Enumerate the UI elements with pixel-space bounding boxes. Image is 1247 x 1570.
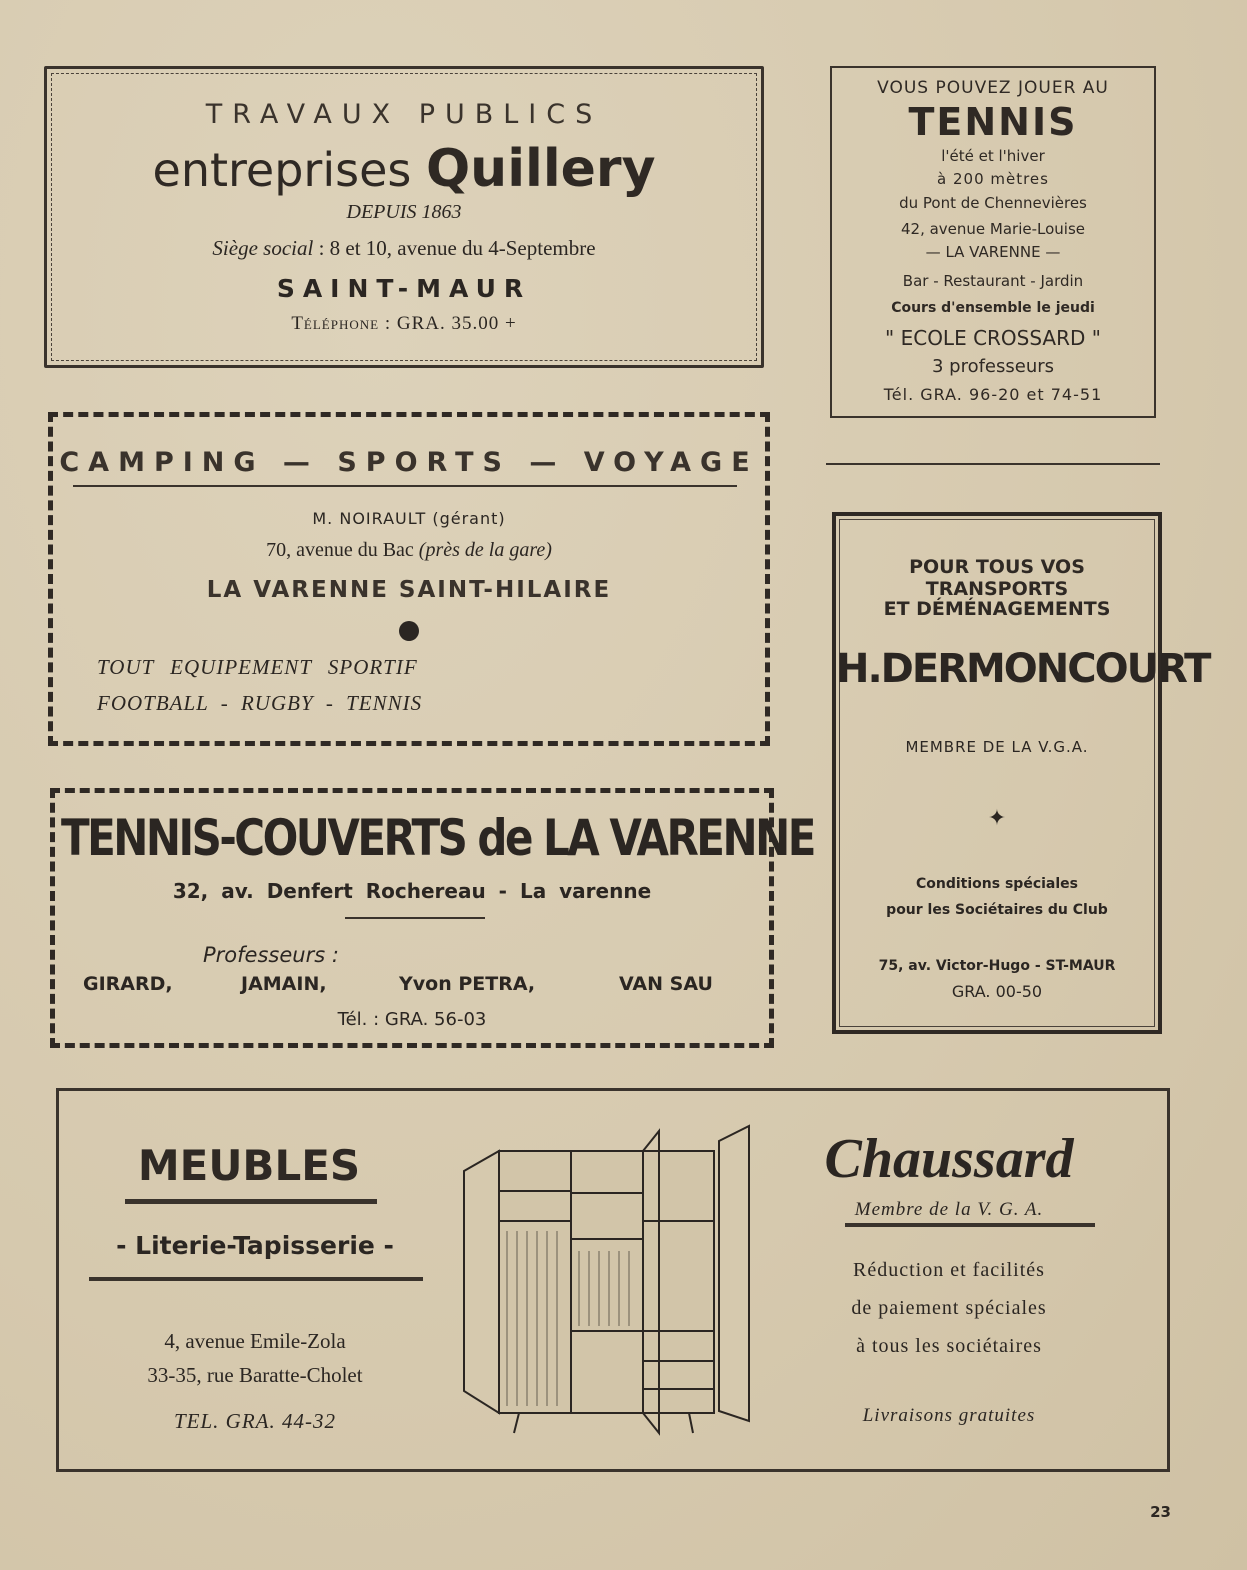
bullet-icon [399,621,419,641]
ad-meubles [56,1088,1170,1472]
tc-phone: Tél. : GRA. 56-03 [337,1009,487,1030]
quillery-title: TRAVAUX PUBLICS [205,99,603,130]
ad-camping [48,412,770,746]
derm-phone: GRA. 00-50 [951,982,1043,1001]
tc-rule [345,917,485,919]
tennis-school: " ECOLE CROSSARD " [885,326,1101,350]
tennis-line7: Cours d'ensemble le jeudi [891,300,1095,316]
chaussard-offer1: Réduction et facilités [853,1259,1045,1281]
page-number: 23 [1150,1503,1171,1521]
tc-title: TENNIS-COUVERTS de LA VARENNE [61,809,814,867]
camping-sports: FOOTBALL - RUGBY - TENNIS [97,691,423,715]
wardrobe-illustration [459,1121,759,1441]
derm-line1: POUR TOUS VOS TRANSPORTS [909,556,1085,600]
tennis-line6: Bar - Restaurant - Jardin [902,272,1084,290]
tc-prof-4: VAN SAU [619,973,713,995]
meubles-subtitle: - Literie-Tapisserie - [116,1231,394,1260]
derm-line2: ET DÉMÉNAGEMENTS [883,598,1111,620]
meubles-address1: 4, avenue Emile-Zola [164,1329,346,1353]
derm-conditions2: pour les Sociétaires du Club [886,902,1108,918]
quillery-since: DEPUIS 1863 [346,201,462,223]
derm-conditions1: Conditions spéciales [916,876,1078,892]
camping-address [53,539,765,562]
chaussard-offer3: à tous les sociétaires [856,1335,1042,1357]
tennis-line2: à 200 mètres [937,170,1049,188]
meubles-title: MEUBLES [137,1141,361,1190]
tc-profs-label: Professeurs : [203,943,339,967]
meubles-rule-1 [125,1199,377,1204]
chaussard-rule [845,1223,1095,1227]
quillery-seat [47,236,761,261]
derm-address: 75, av. Victor-Hugo - ST-MAUR [878,958,1116,974]
tennis-phone: Tél. GRA. 96-20 et 74-51 [883,385,1103,404]
camping-rule [73,485,737,487]
meubles-rule-2 [89,1277,423,1281]
chaussard-brand: Chaussard [824,1128,1074,1190]
chaussard-offer2: de paiement spéciales [851,1297,1047,1319]
tc-prof-3: Yvon PETRA, [399,973,536,995]
tc-address: 32, av. Denfert Rochereau - La varenne [172,879,652,903]
camping-header: CAMPING — SPORTS — VOYAGE [59,447,759,478]
ad-tennis-couverts [50,788,814,1048]
ornament-icon: ✦ [987,806,1007,831]
meubles-phone: TEL. GRA. 44-32 [174,1409,336,1433]
tennis-line4: 42, avenue Marie-Louise [900,220,1086,238]
tennis-intro: VOUS POUVEZ JOUER AU [877,78,1109,98]
divider-rule [826,463,1160,465]
quillery-name [47,139,761,199]
chaussard-member: Membre de la V. G. A. [854,1199,1044,1220]
quillery-brand: Quillery [425,139,656,199]
quillery-phone-label: Téléphone [291,313,380,334]
camping-address-note: (près de la gare) [418,539,552,561]
quillery-phone [47,313,761,335]
tennis-headline: TENNIS [908,100,1078,144]
quillery-seat-label: Siège social [212,236,314,260]
tennis-profs: 3 professeurs [931,356,1055,377]
quillery-seat-address: : 8 et 10, avenue du 4-Septembre [318,236,596,260]
quillery-phone-number: : GRA. 35.00 + [384,313,517,334]
tennis-line5: — LA VARENNE — [925,243,1061,261]
quillery-city: SAINT-MAUR [276,274,532,303]
camping-city: LA VARENNE SAINT-HILAIRE [206,577,612,603]
meubles-address2: 33-35, rue Baratte-Cholet [147,1363,363,1387]
chaussard-delivery: Livraisons gratuites [862,1405,1036,1426]
derm-name: H.DERMONCOURT [836,646,1210,692]
camping-equipment: TOUT EQUIPEMENT SPORTIF [97,655,418,679]
tc-prof-2: JAMAIN, [241,973,327,995]
tennis-line1: l'été et l'hiver [941,147,1045,165]
derm-member: MEMBRE DE LA V.G.A. [905,738,1089,756]
ad-quillery [44,66,764,368]
tc-prof-1: GIRARD, [83,973,173,995]
ad-dermoncourt [832,512,1210,1034]
tennis-line3: du Pont de Chennevières [899,194,1087,212]
quillery-name-prefix: entreprises [152,143,412,197]
ad-tennis [830,66,1156,418]
camping-address-street: 70, avenue du Bac [266,539,414,561]
camping-manager: M. NOIRAULT (gérant) [312,509,506,528]
